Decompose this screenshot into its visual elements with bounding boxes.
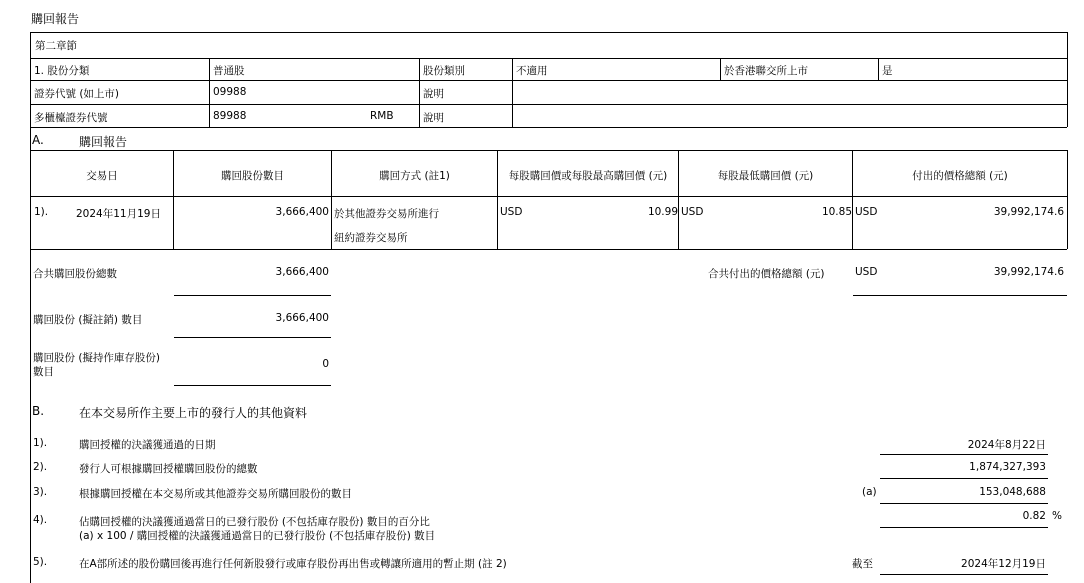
chapter-label: 第二章節	[35, 40, 77, 52]
b-item-5-index: 5).	[33, 556, 48, 568]
b-item-3-index: 3).	[33, 486, 48, 498]
b-item-2-label: 發行人可根據購回授權購回股份的總數	[79, 463, 258, 475]
header-max-price: 每股購回價或每股最高購回價 (元)	[508, 170, 668, 182]
b-item-4-unit: %	[1052, 510, 1062, 522]
cancel-underline	[174, 337, 331, 338]
b-item-2-value: 1,874,327,393	[969, 461, 1046, 473]
cancel-label: 購回股份 (擬註銷) 數目	[33, 314, 143, 326]
header-total-paid: 付出的價格總額 (元)	[912, 170, 1008, 182]
b-item-3-label: 根據購回授權在本交易所或其他證券交易所購回股份的數目	[79, 488, 352, 500]
treasury-label-line2: 數目	[33, 366, 54, 378]
total-shares-value: 3,666,400	[275, 266, 329, 278]
share-class-label: 1. 股份分類	[34, 65, 90, 77]
row-shares: 3,666,400	[275, 206, 329, 218]
b-item-4-label: 佔購回授權的決議獲通過當日的已發行股份 (不包括庫存股份) 數目的百分比	[79, 516, 430, 528]
b-item-5-value: 2024年12月19日	[961, 558, 1046, 570]
multi-counter-currency: RMB	[370, 110, 394, 122]
row-date: 2024年11月19日	[76, 208, 161, 220]
row-min-currency: USD	[681, 206, 704, 218]
total-paid-value: 39,992,174.6	[993, 266, 1064, 278]
header-min-price: 每股最低購回價 (元)	[717, 170, 814, 182]
share-type-label: 股份類別	[423, 65, 465, 77]
b-item-2-underline	[880, 478, 1048, 479]
section-a-marker: A.	[32, 133, 44, 147]
hk-listed-value: 是	[882, 65, 893, 77]
b-item-3-value: 153,048,688	[979, 486, 1046, 498]
stock-code-value: 09988	[213, 86, 247, 98]
header-trade-date: 交易日	[86, 170, 118, 182]
treasury-value: 0	[322, 358, 329, 370]
row-method-line2: 紐約證券交易所	[334, 232, 408, 244]
treasury-underline	[174, 385, 331, 386]
stock-code-label: 證券代號 (如上市)	[34, 88, 120, 100]
row-max-currency: USD	[500, 206, 523, 218]
desc-label: 說明	[423, 88, 444, 100]
share-class-value: 普通股	[213, 65, 245, 77]
cancel-value: 3,666,400	[275, 312, 329, 324]
desc-label-2: 說明	[423, 112, 444, 124]
row-max-price: 10.99	[647, 206, 678, 218]
b-item-1-underline	[880, 454, 1048, 455]
b-item-4-label-line2: (a) x 100 / 購回授權的決議獲通過當日的已發行股份 (不包括庫存股份) 數目	[79, 530, 436, 542]
b-item-5-label: 在A部所述的股份購回後再進行任何新股發行或庫存股份再出售或轉讓所適用的暫止期 (註 2)	[79, 558, 507, 570]
b-item-5-note: 截至	[852, 558, 873, 570]
b-item-1-label: 購回授權的決議獲通過的日期	[79, 439, 216, 451]
row-method-line1: 於其他證券交易所進行	[334, 208, 439, 220]
b-item-3-underline	[880, 503, 1048, 504]
section-b-marker: B.	[32, 404, 45, 418]
b-item-1-index: 1).	[33, 437, 48, 449]
total-paid-underline	[853, 295, 1067, 296]
row-index: 1).	[34, 206, 49, 218]
total-paid-currency: USD	[855, 266, 878, 278]
row-total: 39,992,174.6	[993, 206, 1064, 218]
section-a-title: 購回報告	[79, 135, 128, 149]
total-paid-label: 合共付出的價格總額 (元)	[708, 268, 825, 280]
b-item-4-value: 0.82	[1022, 510, 1046, 522]
section-b-title: 在本交易所作主要上市的發行人的其他資料	[79, 406, 308, 420]
b-item-1-value: 2024年8月22日	[967, 439, 1046, 451]
header-shares-repurchased: 購回股份數目	[221, 170, 284, 182]
total-shares-underline	[174, 295, 331, 296]
b-item-5-underline	[880, 574, 1048, 575]
share-type-value: 不適用	[516, 65, 548, 77]
header-method: 購回方式 (註1)	[379, 170, 450, 182]
treasury-label-line1: 購回股份 (擬持作庫存股份)	[33, 352, 161, 364]
multi-counter-value: 89988	[213, 110, 247, 122]
row-total-currency: USD	[855, 206, 878, 218]
b-item-2-index: 2).	[33, 461, 48, 473]
b-item-4-underline	[880, 527, 1048, 528]
row-min-price: 10.85	[821, 206, 852, 218]
multi-counter-label: 多櫃檯證券代號	[34, 112, 108, 124]
b-item-4-index: 4).	[33, 514, 48, 526]
b-item-3-note: (a)	[862, 486, 877, 498]
total-shares-label: 合共購回股份總數	[33, 268, 117, 280]
hk-listed-label: 於香港聯交所上市	[724, 65, 808, 77]
report-title: 購回報告	[31, 12, 80, 26]
